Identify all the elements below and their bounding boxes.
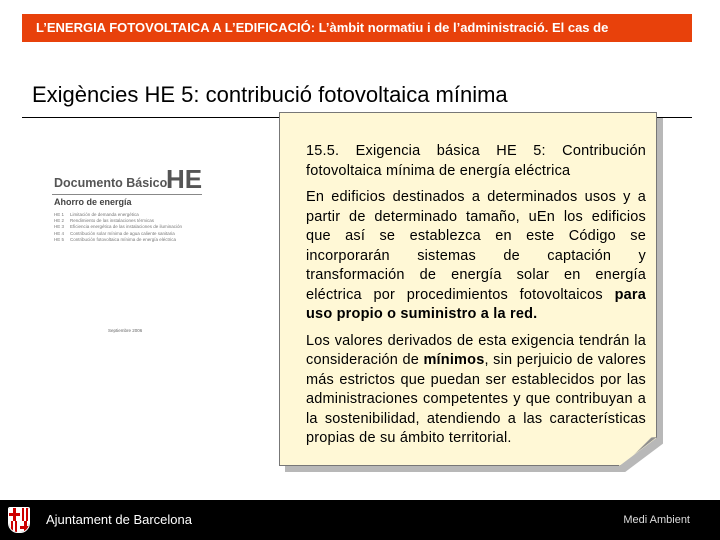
list-item: HE 4 Contribución solar mínima de agua caliente sanitaria (54, 230, 175, 236)
barcelona-shield-logo (8, 507, 30, 533)
document-divider (52, 194, 202, 195)
document-date: Septiembre 2006 (108, 328, 143, 333)
note-paragraph-1: En edificios destinados a determinados usos y a partir de determinado tamaño, uEn los edificios que así se establezca en este Código se incorporarán sistemas de captación y transformación de energía solar en energía eléctrica por procedimientos fotovoltaicos para uso propio o suministro a la red. (306, 189, 646, 322)
note-text (306, 142, 646, 456)
header-banner: L’ENERGIA FOTOVOLTAICA A L’EDIFICACIÓ: L’àmbit normatiu i de l’administració. El cas de (22, 14, 692, 42)
department-name: Medi Ambient (623, 514, 690, 526)
note-heading: 15.5. Exigencia básica HE 5: Contribución fotovoltaica mínima de energía eléctrica (306, 143, 646, 179)
footer-bar (0, 500, 720, 540)
list-item: HE 5 Contribución fotovoltaica mínima de energía eléctrica (54, 236, 177, 242)
note-paragraph-2: Los valores derivados de esta exigencia tendrán la consideración de mínimos, sin perjuicio de valores más estrictos que puedan ser establecidos por las administraciones competentes y que contribuyan a la sostenibilidad, atendiendo a las características propias de su ámbito territorial. (306, 332, 647, 446)
document-code: HE (166, 164, 203, 194)
slide-title: Exigències HE 5: contribució fotovoltaica mínima (32, 82, 508, 107)
document-contents-list (54, 212, 182, 243)
list-item: HE 3 Eficiencia energética de las instalaciones de iluminación (54, 224, 183, 230)
document-thumbnail (52, 160, 204, 338)
document-title: Documento Básico (54, 176, 168, 190)
organization-name: Ajuntament de Barcelona (46, 512, 192, 527)
list-item: HE 2 Rendimiento de las instalaciones térmicas (54, 218, 155, 224)
document-subtitle: Ahorro de energía (54, 197, 132, 207)
list-item: HE 1 Limitación de demanda energética (54, 212, 139, 217)
